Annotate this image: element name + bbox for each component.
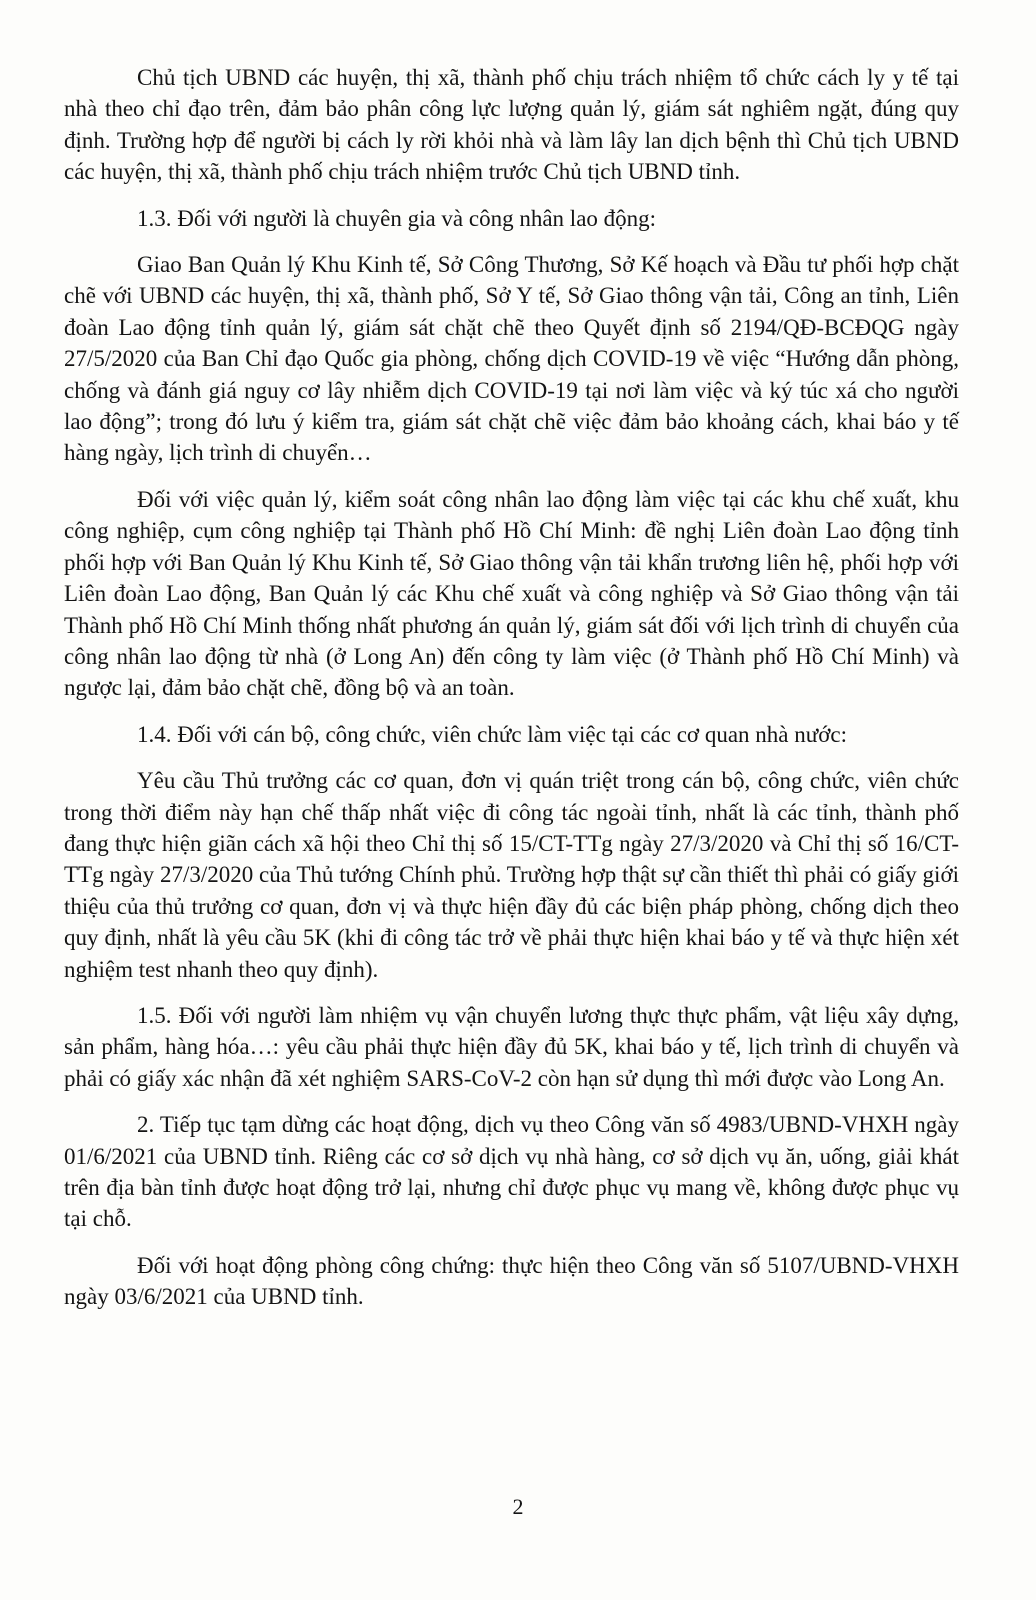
- heading-1-4-civil-servants: 1.4. Đối với cán bộ, công chức, viên chức làm việc tại các cơ quan nhà nước:: [137, 721, 847, 747]
- paragraph-economic-zone-coordination: Giao Ban Quản lý Khu Kinh tế, Sở Công Thương, Sở Kế hoạch và Đầu tư phối hợp chặt chẽ với UBND các huyện, thị xã, thành phố, Sở Y tế, Sở Giao thông vận tải, Công an tỉnh, Liên đoàn Lao động tỉnh quản lý, giám sát chặt chẽ theo Quyết định số 2194/QĐ-BCĐQG ngày 27/5/2020 của Ban Chỉ đạo Quốc gia phòng, chống dịch COVID-19 về việc “Hướng dẫn phòng, chống và đánh giá nguy cơ lây nhiễm dịch COVID-19 tại nơi làm việc và ký túc xá cho người lao động”; trong đó lưu ý kiểm tra, giám sát chặt chẽ việc đảm bảo khoảng cách, khai báo y tế hàng ngày, lịch trình di chuyển…: [64, 252, 959, 466]
- paragraph-quarantine-responsibility: Chủ tịch UBND các huyện, thị xã, thành phố chịu trách nhiệm tổ chức cách ly y tế tại nhà theo chỉ đạo trên, đảm bảo phân công lực lượng quản lý, giám sát nghiêm ngặt, đúng quy định. Trường hợp để người bị cách ly rời khỏi nhà và làm lây lan dịch bệnh thì Chủ tịch UBND các huyện, thị xã, thành phố chịu trách nhiệm trước Chủ tịch UBND tỉnh.: [64, 65, 959, 185]
- paragraph-2-suspend-services: 2. Tiếp tục tạm dừng các hoạt động, dịch vụ theo Công văn số 4983/UBND-VHXH ngày 01/6/2021 của UBND tỉnh. Riêng các cơ sở dịch vụ nhà hàng, cơ sở dịch vụ ăn, uống, giải khát trên địa bàn tỉnh được hoạt động trở lại, nhưng chỉ được phục vụ mang về, không được phục vụ tại chỗ.: [64, 1112, 959, 1232]
- document-body: [64, 62, 959, 1328]
- paragraph-1-5-transport-workers: 1.5. Đối với người làm nhiệm vụ vận chuyển lương thực thực phẩm, vật liệu xây dựng, sản phẩm, hàng hóa…: yêu cầu phải thực hiện đầy đủ 5K, khai báo y tế, lịch trình di chuyển và phải có giấy xác nhận đã xét nghiệm SARS-CoV-2 còn hạn sử dụng thì mới được vào Long An.: [64, 1002, 959, 1091]
- page-number: 2: [512, 1494, 524, 1519]
- paragraph-notary-offices: Đối với hoạt động phòng công chứng: thực hiện theo Công văn số 5107/UBND-VHXH ngày 03/6/2021 của UBND tỉnh.: [64, 1252, 959, 1310]
- paragraph-civil-servant-travel: Yêu cầu Thủ trưởng các cơ quan, đơn vị quán triệt trong cán bộ, công chức, viên chức trong thời điểm này hạn chế thấp nhất việc đi công tác ngoài tỉnh, nhất là các tỉnh, thành phố đang thực hiện giãn cách xã hội theo Chỉ thị số 15/CT-TTg ngày 27/3/2020 và Chỉ thị số 16/CT-TTg ngày 27/3/2020 của Thủ tướng Chính phủ. Trường hợp thật sự cần thiết thì phải có giấy giới thiệu của thủ trưởng cơ quan, đơn vị và thực hiện đầy đủ các biện pháp phòng, chống dịch theo quy định, nhất là yêu cầu 5K (khi đi công tác trở về phải thực hiện khai báo y tế và thực hiện xét nghiệm test nhanh theo quy định).: [64, 768, 959, 982]
- paragraph-hcmc-workers-management: Đối với việc quản lý, kiểm soát công nhân lao động làm việc tại các khu chế xuất, khu công nghiệp, cụm công nghiệp tại Thành phố Hồ Chí Minh: đề nghị Liên đoàn Lao động tỉnh phối hợp với Ban Quản lý Khu Kinh tế, Sở Giao thông vận tải khẩn trương liên hệ, phối hợp với Liên đoàn Lao động, Ban Quản lý các Khu chế xuất và công nghiệp và Sở Giao thông vận tải Thành phố Hồ Chí Minh thống nhất phương án quản lý, giám sát đối với lịch trình di chuyển của công nhân lao động từ nhà (ở Long An) đến công ty làm việc (ở Thành phố Hồ Chí Minh) và ngược lại, đảm bảo chặt chẽ, đồng bộ và an toàn.: [64, 486, 959, 701]
- heading-1-3-experts-workers: 1.3. Đối với người là chuyên gia và công nhân lao động:: [137, 205, 657, 231]
